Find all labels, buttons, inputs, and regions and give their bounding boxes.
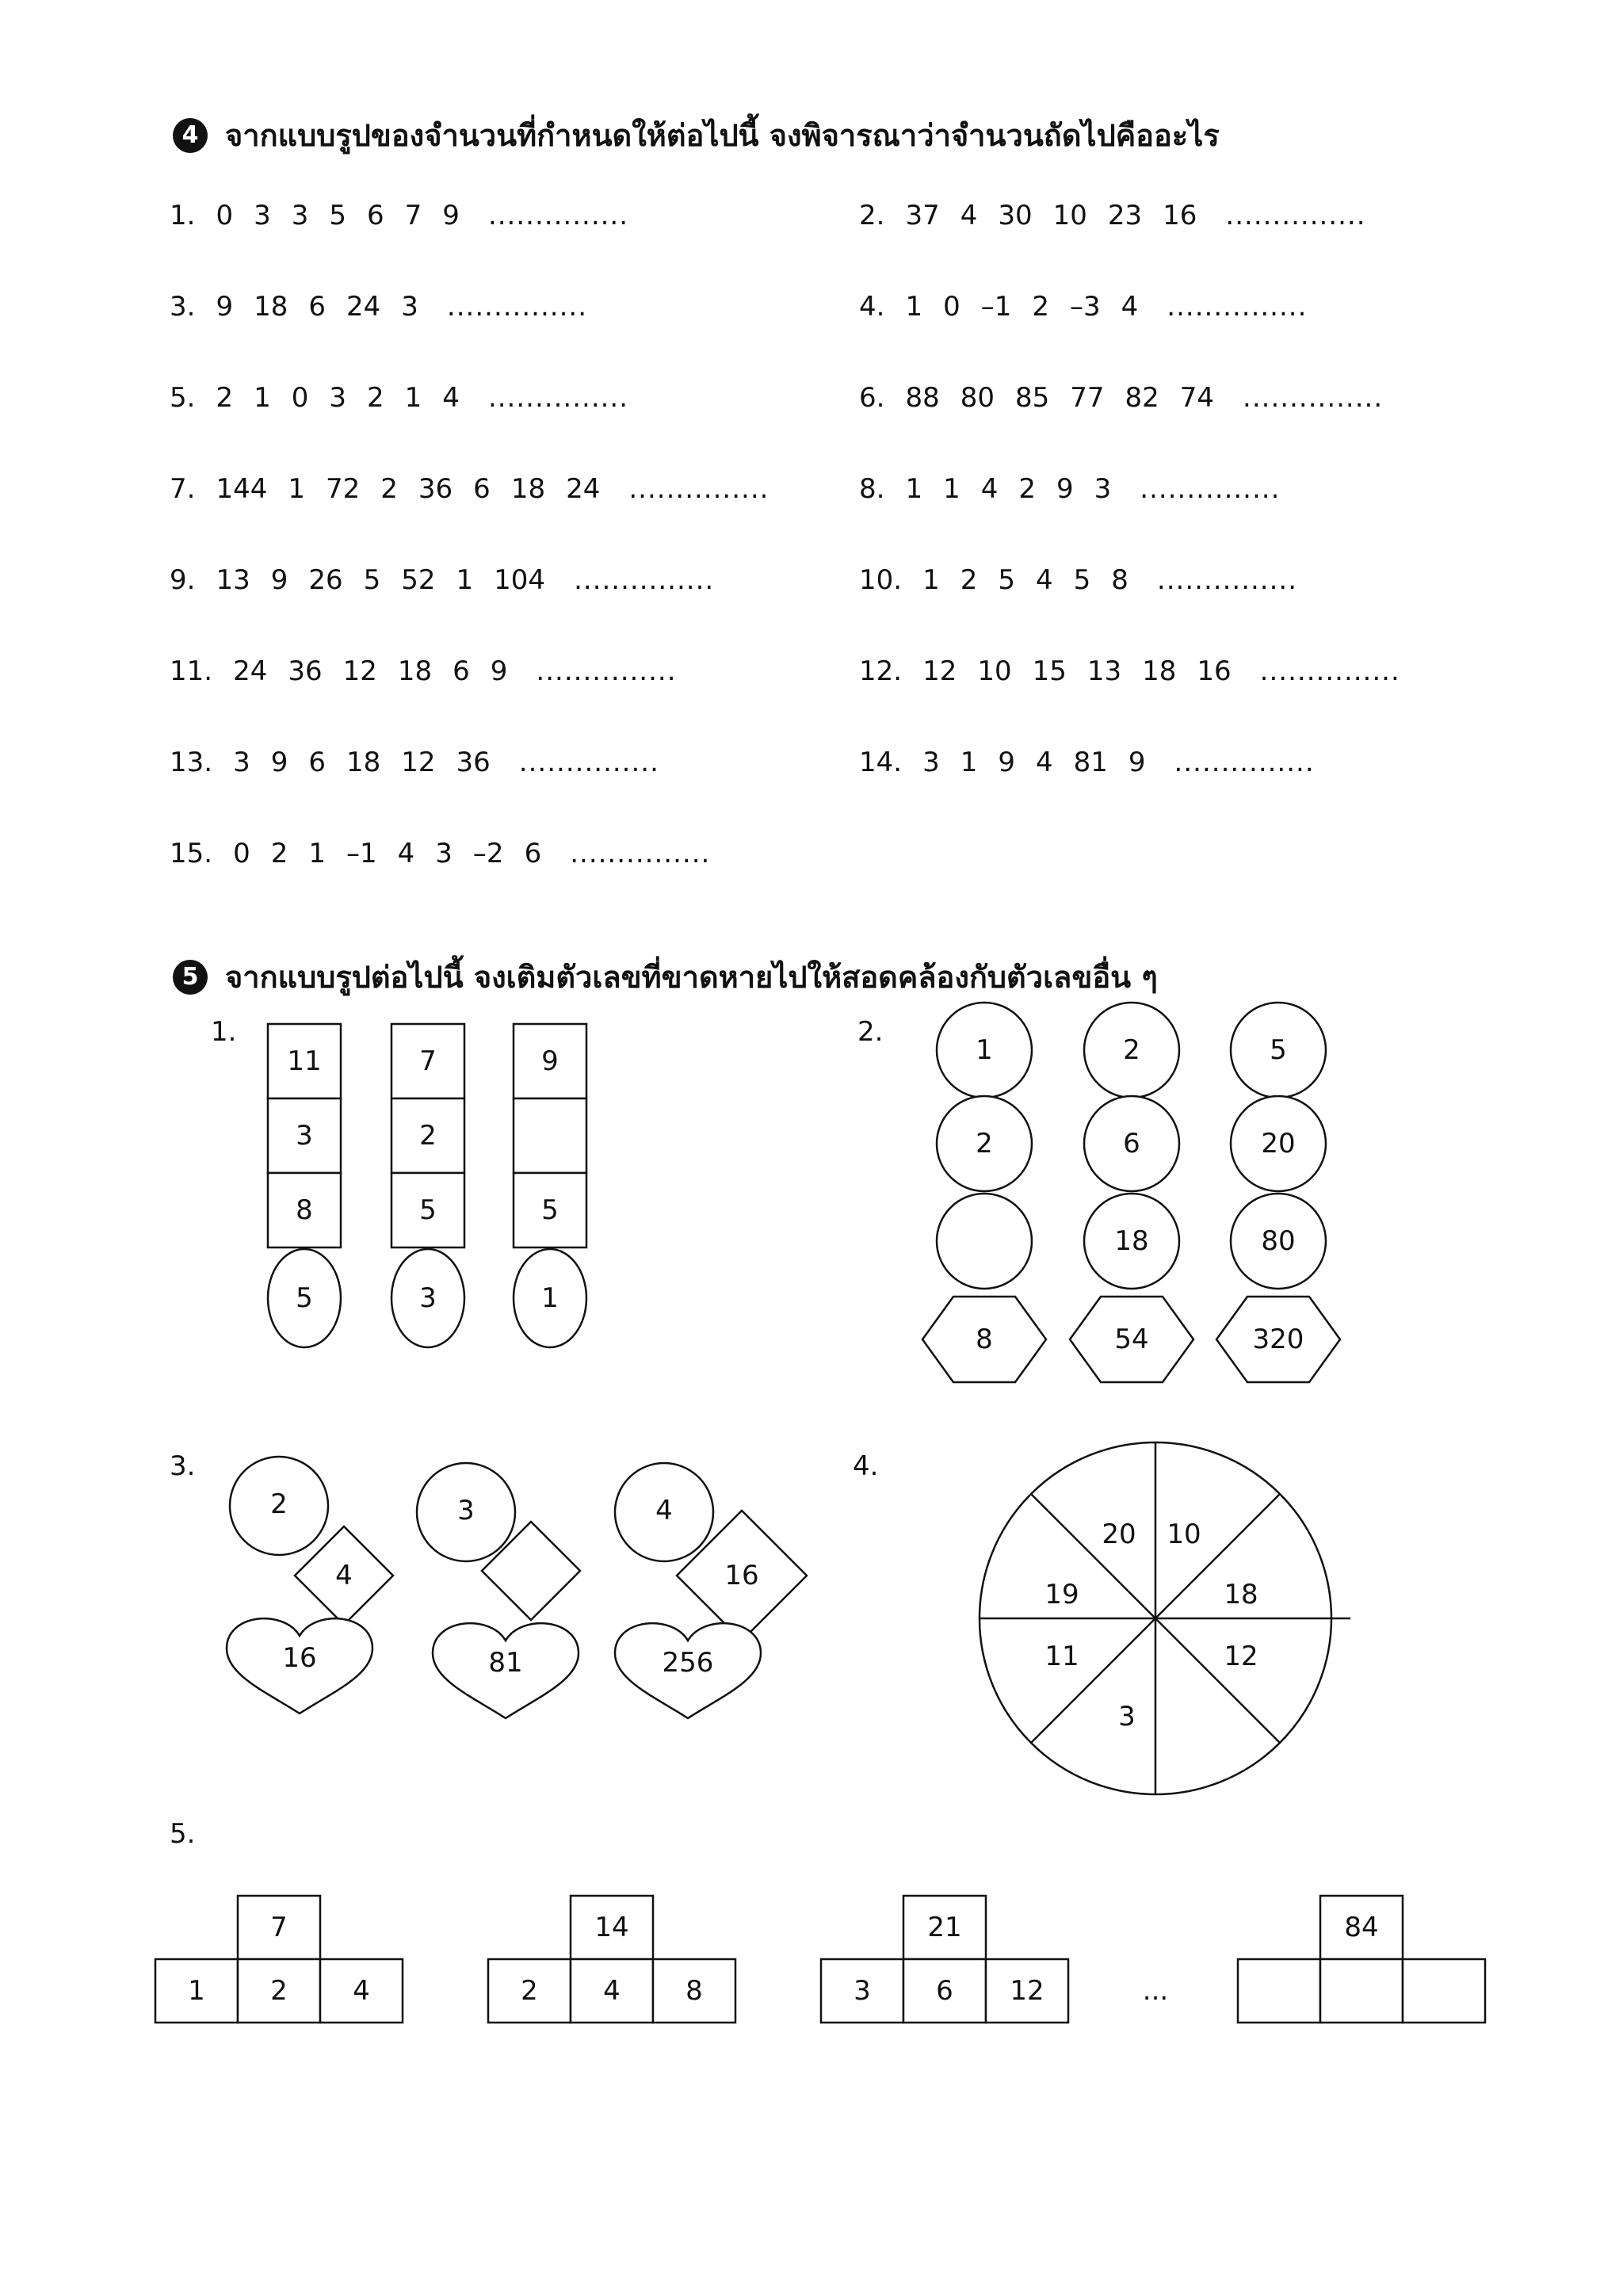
- sequence-term: 0: [216, 200, 234, 231]
- number-circle: [937, 1194, 1032, 1289]
- sequence-term: 1: [254, 382, 271, 414]
- sequence-number: 5.: [170, 382, 196, 414]
- circle-number: 18: [1114, 1225, 1149, 1257]
- sequence-term: 1: [288, 473, 305, 505]
- sequence-number: 14.: [859, 747, 903, 778]
- sequence-term: 1: [922, 564, 940, 596]
- sequence-term: 3: [291, 200, 309, 231]
- sequence-term: 3: [233, 747, 250, 778]
- top-number: 7: [270, 1912, 288, 1943]
- circle-number: 2: [1123, 1034, 1140, 1066]
- sequence-number: 12.: [859, 655, 903, 687]
- sequence-term: 3: [922, 747, 940, 778]
- answer-blank[interactable]: ...............: [574, 564, 715, 596]
- sequence-term: 12: [401, 747, 436, 778]
- answer-blank[interactable]: ...............: [487, 382, 629, 414]
- answer-blank[interactable]: ...............: [446, 291, 588, 323]
- circle-number: 2: [976, 1128, 993, 1159]
- sequence-number: 15.: [170, 838, 213, 869]
- sequence-term: 6: [308, 747, 326, 778]
- sequence-term: 2: [216, 382, 234, 414]
- sequence-term: 5: [363, 564, 381, 596]
- answer-blank[interactable]: ...............: [1156, 564, 1298, 596]
- answer-blank[interactable]: ...............: [518, 747, 659, 778]
- problem-2-label: 2.: [857, 1016, 884, 1048]
- answer-blank[interactable]: ...............: [1167, 291, 1308, 323]
- sequence-term: 104: [494, 564, 546, 596]
- sequence-number: 4.: [859, 291, 885, 323]
- box-number: 9: [541, 1045, 559, 1077]
- sequence-term: 52: [401, 564, 436, 596]
- box-number: 5: [541, 1194, 559, 1226]
- problem-3-label: 3.: [170, 1450, 196, 1482]
- sector-number: 11: [1044, 1641, 1079, 1672]
- circle-number: 4: [655, 1495, 673, 1526]
- sequence-number: 9.: [170, 564, 196, 596]
- circle-number: 20: [1261, 1128, 1296, 1159]
- sequence-term: 4: [1036, 747, 1053, 778]
- sequence-term: 3: [329, 382, 347, 414]
- sequence-term: 15: [1032, 655, 1067, 687]
- sequence-number: 2.: [859, 200, 885, 231]
- sequence-term: 16: [1163, 200, 1197, 231]
- section5-title: จากแบบรูปต่อไปนี้ จงเติมตัวเลขที่ขาดหายไปให้สอดคล้องกับตัวเลขอื่น ๆ: [225, 960, 1158, 995]
- sequence-term: 23: [1107, 200, 1143, 231]
- sequence-term: 2: [270, 838, 288, 869]
- sequence-term: 30: [998, 200, 1033, 231]
- sequence-term: 1: [943, 473, 960, 505]
- answer-blank[interactable]: ...............: [1243, 382, 1384, 414]
- sequence-term: 6: [308, 291, 326, 323]
- heart-number: 256: [662, 1647, 714, 1679]
- sequence-term: 9: [998, 747, 1015, 778]
- answer-blank[interactable]: ...............: [570, 838, 711, 869]
- sequence-term: 12: [342, 655, 377, 687]
- sequence-term: 9: [216, 291, 234, 323]
- sequence-term: 10: [977, 655, 1012, 687]
- diamond-number: 4: [335, 1560, 353, 1591]
- hexagon-number: 320: [1252, 1324, 1304, 1355]
- sequence-term: 2: [1018, 473, 1037, 505]
- sequence-term: 4: [960, 200, 978, 231]
- sequence-term: 5: [329, 200, 347, 231]
- problem-4-label: 4.: [853, 1450, 879, 1482]
- sequence-term: 3: [435, 838, 453, 869]
- oval-number: 3: [419, 1282, 437, 1314]
- sector-number: 20: [1102, 1519, 1136, 1550]
- bottom-number: 4: [353, 1975, 370, 2007]
- sequence-term: 80: [960, 382, 995, 414]
- oval-number: 5: [296, 1282, 313, 1314]
- sequence-term: 0: [233, 838, 250, 869]
- hexagon-number: 54: [1114, 1324, 1149, 1355]
- sequence-term: 18: [1142, 655, 1177, 687]
- sequence-term: 81: [1073, 747, 1108, 778]
- sequence-term: 4: [397, 838, 415, 869]
- sequence-term: –1: [980, 291, 1012, 323]
- sequence-term: 36: [288, 655, 323, 687]
- sequence-term: 18: [254, 291, 288, 323]
- answer-blank[interactable]: ...............: [1140, 473, 1281, 505]
- sequence-term: 144: [216, 473, 268, 505]
- sequence-number: 8.: [859, 473, 885, 505]
- sequence-term: 18: [346, 747, 381, 778]
- answer-blank[interactable]: ...............: [1225, 200, 1366, 231]
- sequence-term: 4: [442, 382, 460, 414]
- sequence-term: 16: [1197, 655, 1232, 687]
- sequence-term: 2: [1032, 291, 1050, 323]
- sequence-term: 36: [418, 473, 453, 505]
- bottom-number: 12: [1010, 1975, 1044, 2007]
- sequence-term: 0: [291, 382, 309, 414]
- top-number: 84: [1344, 1912, 1379, 1943]
- box-number: 8: [296, 1194, 313, 1226]
- sequence-term: 9: [1128, 747, 1146, 778]
- box-number: 7: [419, 1045, 437, 1077]
- box-number: 2: [419, 1120, 437, 1152]
- sequence-term: 24: [346, 291, 381, 323]
- section5-number-bullet: 5: [173, 960, 208, 995]
- sequence-number: 6.: [859, 382, 885, 414]
- circle-number: 5: [1270, 1034, 1287, 1066]
- sequence-term: 7: [404, 200, 422, 231]
- box-number: 3: [296, 1120, 313, 1152]
- problem-1-label: 1.: [211, 1016, 237, 1048]
- circle-number: 2: [270, 1488, 288, 1520]
- sequence-term: 10: [1052, 200, 1087, 231]
- circle-number: 1: [976, 1034, 993, 1066]
- sequence-term: 4: [1036, 564, 1053, 596]
- circle-number: 80: [1261, 1225, 1296, 1257]
- answer-blank[interactable]: ...............: [1259, 655, 1400, 687]
- sequence-number: 10.: [859, 564, 903, 596]
- bottom-number: 6: [936, 1975, 953, 2007]
- bottom-box: [1403, 1959, 1485, 2023]
- sequence-term: 1: [905, 291, 923, 323]
- sequence-term: 0: [943, 291, 960, 323]
- circle-number: 3: [457, 1495, 475, 1526]
- bottom-number: 2: [521, 1975, 538, 2007]
- bottom-number: 3: [854, 1975, 871, 2007]
- sequence-term: 6: [453, 655, 470, 687]
- sequence-term: 9: [442, 200, 460, 231]
- sequence-term: 24: [233, 655, 268, 687]
- sequence-term: 9: [1056, 473, 1074, 505]
- sequence-term: 2: [960, 564, 978, 596]
- number-box: [514, 1098, 586, 1173]
- sequence-term: 3: [401, 291, 418, 323]
- heart-number: 81: [488, 1647, 523, 1679]
- sequence-term: 6: [367, 200, 384, 231]
- bottom-number: 4: [603, 1975, 621, 2007]
- sequence-term: 6: [524, 838, 542, 869]
- section4-title: จากแบบรูปของจำนวนที่กำหนดให้ต่อไปนี้ จงพิจารณาว่าจำนวนถัดไปคืออะไร: [225, 118, 1220, 153]
- sequence-term: 74: [1179, 382, 1215, 414]
- sector-number: 12: [1224, 1641, 1258, 1672]
- sequence-term: 1: [404, 382, 422, 414]
- sequence-term: 3: [1094, 473, 1112, 505]
- box-number: 11: [287, 1045, 322, 1077]
- sequence-number: 11.: [170, 655, 213, 687]
- sequence-term: 1: [456, 564, 474, 596]
- sequence-term: 5: [1073, 564, 1091, 596]
- sequence-term: 85: [1014, 382, 1050, 414]
- sector-number: 19: [1044, 1579, 1079, 1610]
- section4-number-bullet: 4: [173, 118, 208, 153]
- heart-number: 16: [282, 1642, 317, 1674]
- sequence-term: 18: [397, 655, 433, 687]
- bottom-number: 2: [270, 1975, 288, 2007]
- sequence-number: 3.: [170, 291, 196, 323]
- sequence-number: 1.: [170, 200, 196, 231]
- sequence-term: 5: [998, 564, 1015, 596]
- sequence-term: 26: [308, 564, 343, 596]
- diamond-number: 16: [724, 1560, 759, 1591]
- bottom-box: [1320, 1959, 1403, 2023]
- sequence-term: 82: [1125, 382, 1159, 414]
- sequence-term: –1: [346, 838, 377, 869]
- sequence-term: 1: [960, 747, 978, 778]
- ellipsis-text: ...: [1142, 1975, 1169, 2007]
- sector-number: 10: [1167, 1519, 1201, 1550]
- sequence-number: 13.: [170, 747, 213, 778]
- sequence-term: 9: [490, 655, 508, 687]
- answer-blank[interactable]: ...............: [487, 200, 629, 231]
- sequence-term: 4: [980, 473, 999, 505]
- sequence-term: 4: [1121, 291, 1139, 323]
- sector-number: 3: [1118, 1701, 1136, 1733]
- sequence-term: 72: [326, 473, 361, 505]
- sequence-term: –2: [472, 838, 504, 869]
- box-number: 5: [419, 1194, 437, 1226]
- sequence-term: 37: [905, 200, 940, 231]
- sequence-term: 9: [270, 564, 288, 596]
- sequence-term: 6: [473, 473, 491, 505]
- sequence-term: 36: [456, 747, 491, 778]
- sequence-term: 3: [254, 200, 271, 231]
- sequence-term: 12: [922, 655, 957, 687]
- bottom-number: 8: [685, 1975, 703, 2007]
- top-number: 14: [594, 1912, 629, 1943]
- problem-5-label: 5.: [170, 1818, 196, 1850]
- bottom-number: 1: [188, 1975, 205, 2007]
- oval-number: 1: [541, 1282, 559, 1314]
- bottom-box: [1238, 1959, 1320, 2023]
- sequence-term: 18: [510, 473, 546, 505]
- sequence-term: 2: [380, 473, 398, 505]
- answer-blank[interactable]: ...............: [1174, 747, 1315, 778]
- sector-number: 18: [1224, 1579, 1258, 1610]
- answer-blank[interactable]: ...............: [536, 655, 677, 687]
- sequence-term: 9: [270, 747, 288, 778]
- sequence-term: 1: [905, 473, 923, 505]
- sequence-term: 24: [566, 473, 601, 505]
- sequence-term: 1: [308, 838, 326, 869]
- sequence-term: 77: [1070, 382, 1105, 414]
- sequence-term: 2: [367, 382, 384, 414]
- sequence-term: 13: [1086, 655, 1122, 687]
- top-number: 21: [927, 1912, 962, 1943]
- sequence-term: 13: [216, 564, 250, 596]
- circle-number: 6: [1123, 1128, 1140, 1159]
- sequence-number: 7.: [170, 473, 196, 505]
- sequence-term: 88: [905, 382, 940, 414]
- sequence-term: –3: [1070, 291, 1101, 323]
- hexagon-number: 8: [976, 1324, 993, 1355]
- sequence-term: 8: [1111, 564, 1128, 596]
- answer-blank[interactable]: ...............: [628, 473, 769, 505]
